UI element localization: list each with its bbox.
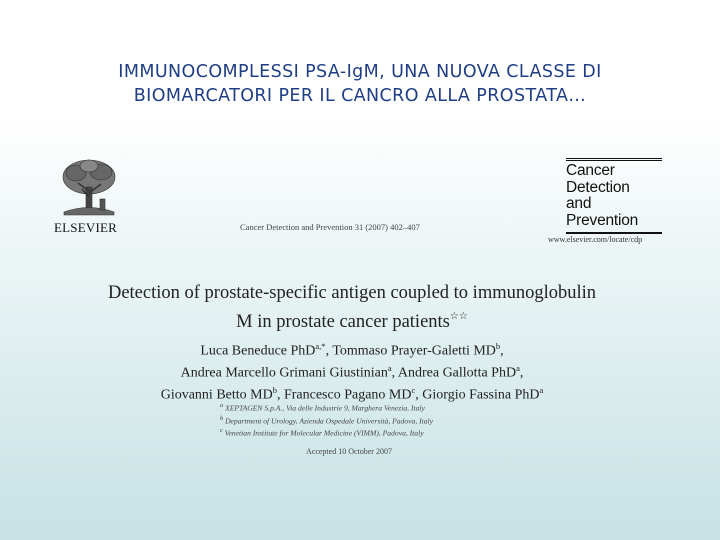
paper-title-line-2: [52, 305, 652, 334]
affiliations: [220, 401, 433, 439]
publisher-name: ELSEVIER: [54, 220, 117, 235]
journal-url: www.elsevier.com/locate/cdp: [548, 235, 643, 244]
slide-title-line-2: BIOMARCATORI PER IL CANCRO ALLA PROSTATA…: [133, 86, 587, 106]
affiliation-text: Venetian Institute for Molecular Medicine (VIMM), Padova, Italy: [224, 428, 424, 438]
author-name: Andrea Marcello Grimani Giustinian: [180, 365, 388, 381]
author-affil-mark: a: [516, 363, 520, 374]
paper-header-clip: [52, 155, 672, 465]
elsevier-tree-icon: [56, 157, 122, 217]
journal-logo-line-1: Cancer: [566, 162, 615, 179]
paper-title-line-1: Detection of prostate-specific antigen coupled to immunoglobulin: [107, 283, 597, 303]
author-name: Giovanni Betto MD: [160, 387, 273, 403]
slide-title-line-1: IMMUNOCOMPLESSI PSA-IgM, UNA NUOVA CLASSE DI: [118, 62, 602, 82]
author-line-2: Andrea Marcello Grimani Giustinian$^a$, Andrea Gallotta PhD$^a$,: [180, 363, 524, 381]
accepted-date: Accepted 10 October 2007: [306, 447, 392, 456]
affiliation-text: XEPTAGEN S.p.A., Via delle Industrie 9, Marghera Venezia, Italy: [225, 403, 425, 413]
paper-title: [52, 282, 652, 334]
author-line-1: Luca Beneduce PhD$^{a,*}$, Tommaso Prayer-Galetti $MD^b$,: [200, 341, 504, 359]
author-affil-mark: b: [272, 385, 277, 396]
author-affil-mark: a: [387, 363, 392, 374]
slide-title: [0, 60, 720, 108]
publisher-logo: [52, 157, 124, 237]
affiliation-text: Department of Urology, Azienda Ospedale Università, Padova, Italy: [225, 416, 434, 426]
journal-logo-line-3: and: [566, 195, 592, 212]
author-name: Francesco Pagano MD: [283, 387, 412, 403]
journal-logo: [566, 158, 662, 234]
affiliation-item: [220, 401, 433, 414]
journal-logo-line-2: Detection: [566, 178, 630, 196]
author-list: [52, 338, 652, 404]
affiliation-mark: b: [220, 414, 224, 422]
author-name: Luca Beneduce PhD: [200, 343, 316, 359]
author-affil-mark: a: [539, 385, 544, 396]
journal-logo-line-4: Prevention: [566, 211, 639, 229]
author-affil-mark: c: [411, 385, 416, 396]
title-footnote-mark: ☆☆: [449, 311, 468, 322]
affiliation-item: [220, 426, 433, 439]
author-line-3: Giovanni Betto $MD^b$, Francesco Pagano $MD^c$, Giorgio Fassina PhD$^a$: [160, 385, 544, 403]
author-affil-mark: a,*: [315, 341, 326, 351]
affiliation-item: [220, 414, 433, 427]
affiliation-mark: a: [220, 402, 224, 409]
affiliation-mark: c: [220, 427, 223, 435]
author-name: Tommaso Prayer-Galetti MD: [332, 343, 496, 359]
author-name: Andrea Gallotta PhD: [397, 365, 517, 381]
journal-citation: Cancer Detection and Prevention 31 (2007) 402–407: [240, 222, 420, 232]
journal-logo-rule: [566, 232, 662, 234]
paper-title-line-2-text: M in prostate cancer patients: [236, 312, 450, 332]
author-affil-mark: b: [495, 341, 501, 351]
author-name: Giorgio Fassina PhD: [422, 387, 540, 403]
